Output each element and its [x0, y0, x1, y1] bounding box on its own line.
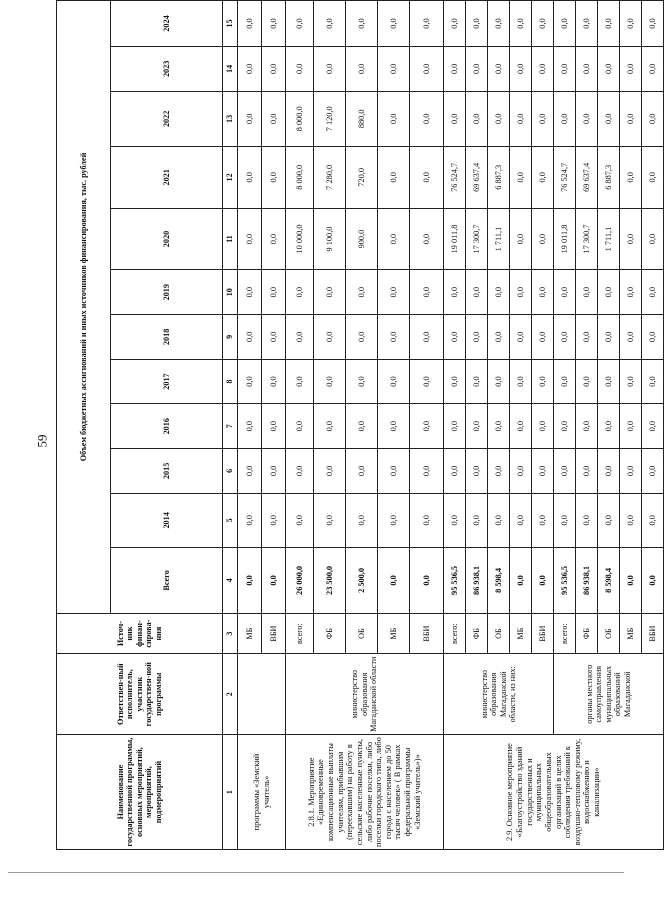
- year-value: 0,0: [238, 449, 262, 494]
- funding-source: ФБ: [466, 613, 488, 653]
- year-value: 0,0: [238, 47, 262, 92]
- year-value: 0,0: [488, 404, 510, 449]
- year-value: 0,0: [444, 47, 466, 92]
- year-value: 0,0: [238, 146, 262, 208]
- year-value: 69 637,4: [466, 146, 488, 208]
- measure-name: 2.9. Основное мероприятие «Благоустройство зданий государственных и муниципальных общеобразовательных организаций в целях соблюдения требований к воздушно-тепловому режиму, водоснабжению и канализации»: [444, 735, 664, 850]
- year-value: 0,0: [620, 270, 642, 315]
- year-value: 0,0: [510, 91, 532, 146]
- year-value: 0,0: [620, 359, 642, 404]
- year-value: 0,0: [262, 449, 286, 494]
- year-value: 0,0: [532, 359, 554, 404]
- year-value: 0,0: [238, 91, 262, 146]
- year-value: 0,0: [378, 47, 410, 92]
- year-value: 0,0: [554, 270, 576, 315]
- year-value: 0,0: [620, 146, 642, 208]
- year-value: 0,0: [598, 449, 620, 494]
- year-value: 0,0: [532, 91, 554, 146]
- year-value: 0,0: [286, 47, 314, 92]
- year-value: 0,0: [378, 493, 410, 547]
- year-value: 0,0: [262, 404, 286, 449]
- year-value: 0,0: [598, 493, 620, 547]
- column-index: 13: [223, 91, 238, 146]
- year-value: 0,0: [488, 91, 510, 146]
- year-value: 0,0: [598, 315, 620, 360]
- year-value: 0,0: [466, 449, 488, 494]
- header-year: 2022: [111, 91, 223, 146]
- year-value: 0,0: [346, 315, 378, 360]
- funding-source: ОБ: [488, 613, 510, 653]
- header-total: Всего: [111, 547, 223, 613]
- year-value: 0,0: [620, 91, 642, 146]
- funding-source: МБ: [238, 613, 262, 653]
- year-value: 0,0: [262, 91, 286, 146]
- year-value: 0,0: [554, 404, 576, 449]
- year-value: 0,0: [286, 404, 314, 449]
- column-index: 6: [223, 449, 238, 494]
- year-value: 0,0: [346, 493, 378, 547]
- funding-source: ОБ: [346, 613, 378, 653]
- year-value: 8 000,0: [286, 146, 314, 208]
- year-value: 0,0: [238, 208, 262, 270]
- year-value: 0,0: [510, 404, 532, 449]
- year-value: 0,0: [576, 270, 598, 315]
- year-value: 0,0: [620, 47, 642, 92]
- table-row: [554, 1, 576, 850]
- total-value: 26 000,0: [286, 547, 314, 613]
- year-value: 0,0: [410, 493, 444, 547]
- total-value: 86 938,1: [576, 547, 598, 613]
- year-value: 0,0: [642, 91, 664, 146]
- year-value: 0,0: [510, 359, 532, 404]
- year-value: 0,0: [532, 315, 554, 360]
- total-value: 95 536,5: [444, 547, 466, 613]
- year-value: 0,0: [466, 47, 488, 92]
- year-value: 0,0: [620, 208, 642, 270]
- responsible-executor: [238, 654, 286, 735]
- year-value: 0,0: [346, 359, 378, 404]
- year-value: 0,0: [314, 449, 346, 494]
- header-year: 2015: [111, 449, 223, 494]
- year-value: 17 300,7: [576, 208, 598, 270]
- year-value: 0,0: [444, 493, 466, 547]
- year-value: 0,0: [410, 47, 444, 92]
- funding-source: ОБ: [598, 613, 620, 653]
- measure-name: 2.8.1. Мероприятие «Единовременные компенсационные выплаты учителям, прибывшим (переехавшим) на работу в сельские населенные пункты, либо рабочие поселки, либо поселки городского типа, либо города с населением до 50 тысяч человек» ( В рамках федеральной программы «Земский учитель»)»: [286, 735, 444, 850]
- funding-source: МБ: [620, 613, 642, 653]
- year-value: 0,0: [378, 449, 410, 494]
- year-value: 10 000,0: [286, 208, 314, 270]
- year-value: 6 887,3: [598, 146, 620, 208]
- year-value: 0,0: [598, 47, 620, 92]
- year-value: 0,0: [576, 359, 598, 404]
- year-value: 0,0: [238, 493, 262, 547]
- year-value: 0,0: [620, 493, 642, 547]
- funding-source: ВБИ: [410, 613, 444, 653]
- year-value: 0,0: [642, 146, 664, 208]
- year-value: 0,0: [262, 146, 286, 208]
- responsible-executor: органы местного самоуправления муниципальных образований Магаданской: [554, 654, 664, 735]
- page-number: 59: [34, 434, 50, 448]
- year-value: 0,0: [378, 404, 410, 449]
- year-value: 0,0: [410, 1, 444, 47]
- year-value: 0,0: [510, 47, 532, 92]
- header-year: 2017: [111, 359, 223, 404]
- column-index: 12: [223, 146, 238, 208]
- header-year: 2018: [111, 315, 223, 360]
- column-index: 9: [223, 315, 238, 360]
- year-value: 0,0: [576, 47, 598, 92]
- year-value: 0,0: [510, 315, 532, 360]
- year-value: 0,0: [262, 208, 286, 270]
- year-value: 7 120,0: [314, 91, 346, 146]
- year-value: 0,0: [466, 404, 488, 449]
- year-value: 0,0: [378, 270, 410, 315]
- total-value: 95 536,5: [554, 547, 576, 613]
- year-value: 0,0: [598, 359, 620, 404]
- total-value: 0,0: [642, 547, 664, 613]
- year-value: 0,0: [286, 359, 314, 404]
- year-value: 0,0: [262, 47, 286, 92]
- year-value: 1 711,1: [598, 208, 620, 270]
- year-value: 0,0: [314, 404, 346, 449]
- year-value: 0,0: [598, 404, 620, 449]
- year-value: 0,0: [444, 91, 466, 146]
- rotated-table-container: [56, 0, 657, 850]
- year-value: 0,0: [576, 404, 598, 449]
- year-value: 0,0: [378, 359, 410, 404]
- year-value: 0,0: [642, 359, 664, 404]
- year-value: 0,0: [488, 270, 510, 315]
- header-responsible: Ответствен-ный исполнитель, участник государствен-ной программы: [57, 654, 223, 735]
- year-value: 0,0: [286, 449, 314, 494]
- year-value: 0,0: [466, 359, 488, 404]
- year-value: 0,0: [532, 208, 554, 270]
- funding-source: ФБ: [314, 613, 346, 653]
- year-value: 17 300,7: [466, 208, 488, 270]
- responsible-executor: министерство образования Магаданской области, из них:: [444, 654, 554, 735]
- funding-table: [56, 0, 664, 850]
- year-value: 0,0: [314, 1, 346, 47]
- year-value: 0,0: [554, 449, 576, 494]
- year-value: 0,0: [262, 359, 286, 404]
- year-value: 0,0: [466, 270, 488, 315]
- year-value: 0,0: [378, 91, 410, 146]
- year-value: 0,0: [410, 270, 444, 315]
- column-index: 15: [223, 1, 238, 47]
- year-value: 0,0: [554, 493, 576, 547]
- year-value: 7 280,0: [314, 146, 346, 208]
- year-value: 0,0: [620, 404, 642, 449]
- year-value: 880,0: [346, 91, 378, 146]
- column-index: 7: [223, 404, 238, 449]
- year-value: 0,0: [410, 208, 444, 270]
- year-value: 0,0: [532, 1, 554, 47]
- year-value: 900,0: [346, 208, 378, 270]
- year-value: 0,0: [378, 1, 410, 47]
- year-value: 0,0: [314, 493, 346, 547]
- header-year: 2024: [111, 1, 223, 47]
- year-value: 0,0: [598, 1, 620, 47]
- year-value: 0,0: [314, 270, 346, 315]
- year-value: 0,0: [238, 404, 262, 449]
- total-value: 0,0: [410, 547, 444, 613]
- year-value: 0,0: [444, 449, 466, 494]
- year-value: 0,0: [262, 1, 286, 47]
- total-value: 2 500,0: [346, 547, 378, 613]
- year-value: 0,0: [488, 449, 510, 494]
- year-value: 8 000,0: [286, 91, 314, 146]
- funding-source: МБ: [510, 613, 532, 653]
- year-value: 0,0: [554, 359, 576, 404]
- year-value: 0,0: [346, 47, 378, 92]
- year-value: 0,0: [286, 270, 314, 315]
- year-value: 0,0: [410, 146, 444, 208]
- year-value: 0,0: [410, 91, 444, 146]
- table-body: [223, 1, 664, 850]
- year-value: 0,0: [466, 1, 488, 47]
- total-value: 0,0: [620, 547, 642, 613]
- total-value: 86 938,1: [466, 547, 488, 613]
- year-value: 0,0: [642, 208, 664, 270]
- year-value: 0,0: [510, 449, 532, 494]
- header-year: 2021: [111, 146, 223, 208]
- total-value: 8 598,4: [488, 547, 510, 613]
- year-value: 9 100,0: [314, 208, 346, 270]
- column-index: 14: [223, 47, 238, 92]
- year-value: 0,0: [238, 1, 262, 47]
- funding-source: ФБ: [576, 613, 598, 653]
- column-index: 4: [223, 547, 238, 613]
- responsible-executor: министерство образования Магаданской области: [286, 654, 444, 735]
- year-value: 0,0: [410, 359, 444, 404]
- year-value: 0,0: [238, 315, 262, 360]
- year-value: 1 711,1: [488, 208, 510, 270]
- year-value: 76 524,7: [554, 146, 576, 208]
- year-value: 0,0: [378, 146, 410, 208]
- year-value: 0,0: [410, 315, 444, 360]
- year-value: 0,0: [410, 449, 444, 494]
- year-value: 0,0: [238, 270, 262, 315]
- table-row: [286, 1, 314, 850]
- year-value: 0,0: [444, 270, 466, 315]
- total-value: 0,0: [238, 547, 262, 613]
- year-value: 0,0: [620, 1, 642, 47]
- year-value: 0,0: [510, 1, 532, 47]
- table-row: [238, 1, 262, 850]
- funding-source: ВБИ: [642, 613, 664, 653]
- year-value: 0,0: [598, 270, 620, 315]
- year-value: 0,0: [378, 315, 410, 360]
- column-index: 11: [223, 208, 238, 270]
- year-value: 0,0: [314, 359, 346, 404]
- total-value: 0,0: [510, 547, 532, 613]
- year-value: 0,0: [378, 208, 410, 270]
- year-value: 0,0: [286, 1, 314, 47]
- year-value: 0,0: [576, 493, 598, 547]
- table-row: [444, 1, 466, 850]
- year-value: 0,0: [510, 208, 532, 270]
- header-year: 2016: [111, 404, 223, 449]
- year-value: 0,0: [620, 315, 642, 360]
- year-value: 0,0: [642, 493, 664, 547]
- year-value: 0,0: [620, 449, 642, 494]
- year-value: 0,0: [346, 1, 378, 47]
- year-value: 0,0: [576, 1, 598, 47]
- funding-source: всего:: [444, 613, 466, 653]
- column-index-row: [223, 1, 238, 850]
- year-value: 0,0: [262, 270, 286, 315]
- year-value: 720,0: [346, 146, 378, 208]
- year-value: 0,0: [466, 493, 488, 547]
- year-value: 0,0: [576, 449, 598, 494]
- year-value: 0,0: [576, 91, 598, 146]
- year-value: 0,0: [488, 315, 510, 360]
- year-value: 0,0: [532, 47, 554, 92]
- year-value: 0,0: [554, 315, 576, 360]
- year-value: 0,0: [532, 270, 554, 315]
- column-index: 8: [223, 359, 238, 404]
- column-index: 5: [223, 493, 238, 547]
- column-index: 3: [223, 613, 238, 653]
- funding-source: ВБИ: [262, 613, 286, 653]
- year-value: 0,0: [262, 493, 286, 547]
- total-value: 8 598,4: [598, 547, 620, 613]
- funding-source: всего:: [286, 613, 314, 653]
- year-value: 0,0: [466, 91, 488, 146]
- year-value: 0,0: [410, 404, 444, 449]
- year-value: 0,0: [466, 315, 488, 360]
- year-value: 0,0: [346, 270, 378, 315]
- funding-source: всего:: [554, 613, 576, 653]
- year-value: 0,0: [510, 270, 532, 315]
- bottom-rule: [8, 872, 624, 873]
- total-value: 0,0: [532, 547, 554, 613]
- year-value: 0,0: [510, 146, 532, 208]
- year-value: 0,0: [642, 404, 664, 449]
- year-value: 0,0: [532, 404, 554, 449]
- year-value: 76 524,7: [444, 146, 466, 208]
- header-year: 2014: [111, 493, 223, 547]
- year-value: 0,0: [286, 493, 314, 547]
- year-value: 0,0: [314, 47, 346, 92]
- year-value: 0,0: [238, 359, 262, 404]
- year-value: 0,0: [262, 315, 286, 360]
- total-value: 0,0: [378, 547, 410, 613]
- year-value: 0,0: [488, 47, 510, 92]
- column-index: 10: [223, 270, 238, 315]
- year-value: 0,0: [314, 315, 346, 360]
- year-value: 0,0: [642, 449, 664, 494]
- total-value: 0,0: [262, 547, 286, 613]
- measure-name: программы «Земский учитель»: [238, 735, 286, 850]
- year-value: 0,0: [346, 404, 378, 449]
- year-value: 0,0: [576, 315, 598, 360]
- header-source: Источ-ник финан-сирова-ния: [57, 613, 223, 653]
- year-value: 0,0: [642, 47, 664, 92]
- year-value: 19 011,8: [444, 208, 466, 270]
- year-value: 0,0: [554, 47, 576, 92]
- year-value: 0,0: [488, 1, 510, 47]
- year-value: 0,0: [554, 1, 576, 47]
- header-name: Наименование государственной программы, основных мероприятий, мероприятий, подмероприятий: [57, 735, 223, 850]
- year-value: 0,0: [346, 449, 378, 494]
- year-value: 0,0: [642, 315, 664, 360]
- year-value: 0,0: [488, 493, 510, 547]
- year-value: 0,0: [444, 315, 466, 360]
- year-value: 69 637,4: [576, 146, 598, 208]
- year-value: 0,0: [532, 493, 554, 547]
- year-value: 0,0: [488, 359, 510, 404]
- year-value: 0,0: [444, 1, 466, 47]
- year-value: 0,0: [444, 359, 466, 404]
- year-value: 0,0: [598, 91, 620, 146]
- header-year: 2023: [111, 47, 223, 92]
- column-index: 2: [223, 654, 238, 735]
- year-value: 0,0: [286, 315, 314, 360]
- header-year: 2020: [111, 208, 223, 270]
- year-value: 0,0: [642, 1, 664, 47]
- header-year: 2019: [111, 270, 223, 315]
- year-value: 0,0: [642, 270, 664, 315]
- column-index: 1: [223, 735, 238, 850]
- funding-source: ВБИ: [532, 613, 554, 653]
- year-value: 6 887,3: [488, 146, 510, 208]
- year-value: 0,0: [532, 449, 554, 494]
- year-value: 0,0: [532, 146, 554, 208]
- year-value: 19 011,8: [554, 208, 576, 270]
- year-value: 0,0: [510, 493, 532, 547]
- total-value: 23 500,0: [314, 547, 346, 613]
- header-funding: Объем бюджетных ассигнований и иных источников финансирования, тыс. рублей: [57, 1, 111, 614]
- year-value: 0,0: [444, 404, 466, 449]
- year-value: 0,0: [554, 91, 576, 146]
- funding-source: МБ: [378, 613, 410, 653]
